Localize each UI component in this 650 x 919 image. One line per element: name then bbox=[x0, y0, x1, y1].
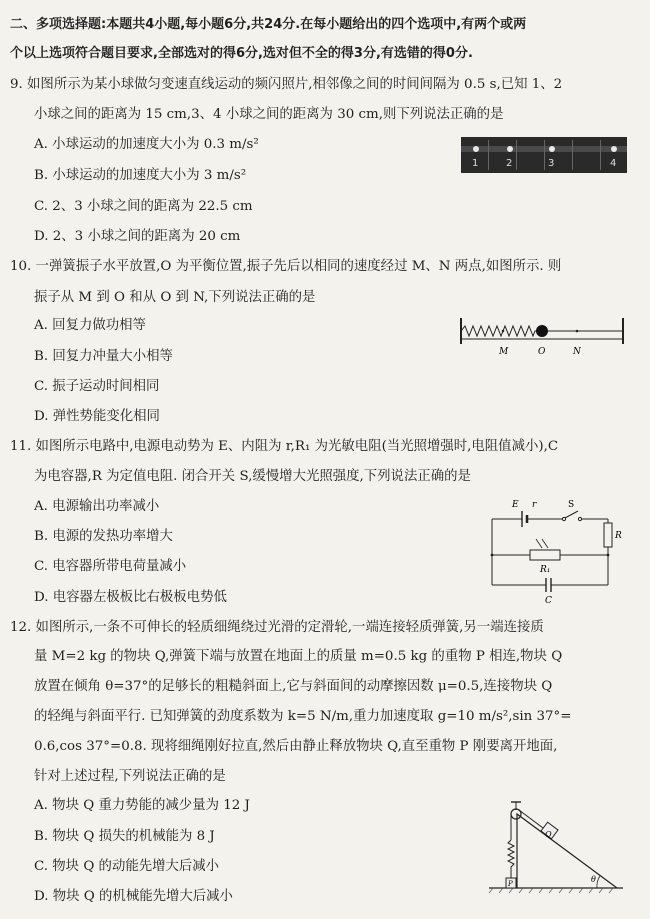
q12-option-a: A. 物块 Q 重力势能的减少量为 12 J bbox=[34, 798, 250, 813]
label-s: S bbox=[568, 500, 575, 510]
q9-stem-line1: 9. 如图所示为某小球做匀变速直线运动的频闪照片,相邻像之间的时间间隔为 0.5 s,已知 1、2 bbox=[10, 77, 563, 92]
q10-stem-line1: 10. 一弹簧振子水平放置,O 为平衡位置,振子先后以相同的速度经过 M、N 两点,如图所示. 则 bbox=[10, 259, 562, 274]
q10-stem-line2: 振子从 M 到 O 和从 O 到 N,下列说法正确的是 bbox=[34, 290, 316, 305]
q12-stem-line5: 0.6,cos 37°=0.8. 现将细绳刚好拉直,然后由静止释放物块 Q,直至重物 P 刚要离开地面, bbox=[34, 739, 558, 754]
ball-label-3: 3 bbox=[548, 158, 555, 169]
q9-stem-line2: 小球之间的距离为 15 cm,3、4 小球之间的距离为 30 cm,则下列说法正确的是 bbox=[34, 107, 504, 122]
label-o: O bbox=[538, 347, 546, 357]
q11-circuit-figure bbox=[484, 495, 630, 607]
q12-incline-pulley-figure bbox=[487, 796, 627, 894]
q10-spring-oscillator-figure bbox=[455, 314, 630, 360]
q11-stem-line2: 为电容器,R 为定值电阻. 闭合开关 S,缓慢增大光照强度,下列说法正确的是 bbox=[34, 469, 471, 484]
ball-label-1: 1 bbox=[472, 158, 479, 169]
ball-4 bbox=[611, 146, 617, 152]
q11-option-d: D. 电容器左极板比右极板电势低 bbox=[34, 590, 227, 605]
q10-option-a: A. 回复力做功相等 bbox=[34, 318, 146, 333]
label-big-r: R bbox=[615, 531, 622, 541]
label-r: r bbox=[532, 500, 537, 510]
q12-stem-line6: 针对上述过程,下列说法正确的是 bbox=[34, 769, 226, 784]
q12-stem-line4: 的轻绳与斜面平行. 已知弹簧的劲度系数为 k=5 N/m,重力加速度取 g=10 m/s²,sin 37°= bbox=[34, 709, 572, 724]
label-c: C bbox=[545, 596, 552, 606]
oscillator-ball bbox=[536, 325, 548, 337]
q9-option-c: C. 2、3 小球之间的距离为 22.5 cm bbox=[34, 199, 253, 214]
q11-option-a: A. 电源输出功率减小 bbox=[34, 499, 160, 514]
ball-label-2: 2 bbox=[506, 158, 513, 169]
q9-option-b: B. 小球运动的加速度大小为 3 m/s² bbox=[34, 168, 247, 183]
q11-stem-line1: 11. 如图所示电路中,电源电动势为 E、内阻为 r,R₁ 为光敏电阻(当光照增强时,电阻值减小),C bbox=[10, 439, 559, 454]
q11-option-b: B. 电源的发热功率增大 bbox=[34, 529, 173, 544]
label-q: Q bbox=[545, 830, 552, 839]
q11-option-c: C. 电容器所带电荷量减小 bbox=[34, 559, 187, 574]
q12-stem-line1: 12. 如图所示,一条不可伸长的轻质细绳绕过光滑的定滑轮,一端连接轻质弹簧,另一端连接质 bbox=[10, 620, 544, 635]
q12-option-c: C. 物块 Q 的动能先增大后减小 bbox=[34, 859, 220, 874]
ball-3 bbox=[549, 146, 555, 152]
ball-1 bbox=[473, 146, 479, 152]
q9-option-a: A. 小球运动的加速度大小为 0.3 m/s² bbox=[34, 137, 259, 152]
label-n: N bbox=[573, 347, 581, 357]
q10-option-d: D. 弹性势能变化相同 bbox=[34, 409, 160, 424]
label-e: E bbox=[512, 500, 519, 510]
label-theta: θ bbox=[591, 875, 596, 884]
q9-option-d: D. 2、3 小球之间的距离为 20 cm bbox=[34, 229, 241, 244]
label-p: P bbox=[508, 880, 513, 888]
q12-stem-line2: 量 M=2 kg 的物块 Q,弹簧下端与放置在地面上的质量 m=0.5 kg 的重物 P 相连,物块 Q bbox=[34, 649, 563, 664]
section-title-line2: 个以上选项符合题目要求,全部选对的得6分,选对但不全的得3分,有选错的得0分. bbox=[10, 46, 473, 61]
q12-option-b: B. 物块 Q 损失的机械能为 8 J bbox=[34, 829, 215, 844]
label-r1: R₁ bbox=[540, 565, 551, 575]
q12-stem-line3: 放置在倾角 θ=37°的足够长的粗糙斜面上,它与斜面间的动摩擦因数 μ=0.5,连接物块 Q bbox=[34, 679, 553, 694]
ball-2 bbox=[507, 146, 513, 152]
q10-option-b: B. 回复力冲量大小相等 bbox=[34, 349, 173, 364]
label-m: M bbox=[499, 347, 509, 357]
q9-flash-photo bbox=[461, 137, 627, 173]
q10-option-c: C. 振子运动时间相同 bbox=[34, 379, 160, 394]
ball-label-4: 4 bbox=[610, 158, 617, 169]
q12-option-d: D. 物块 Q 的机械能先增大后减小 bbox=[34, 889, 233, 904]
section-title-line1: 二、多项选择题:本题共4小题,每小题6分,共24分.在每小题给出的四个选项中,有两个或两 bbox=[10, 17, 527, 32]
